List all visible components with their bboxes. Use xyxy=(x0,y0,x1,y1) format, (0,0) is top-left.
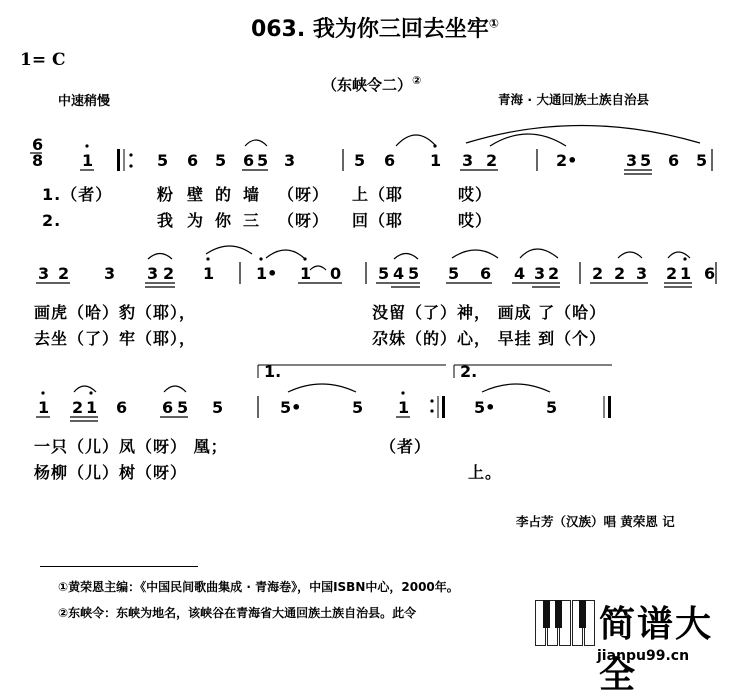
repeat-start-bar xyxy=(117,149,120,171)
slur-arc xyxy=(618,252,642,258)
note: 5 xyxy=(378,264,390,283)
lyric-syllable: 的 xyxy=(215,185,233,204)
lyric-syllable: 粉 xyxy=(157,185,175,204)
note: 5 xyxy=(177,398,189,417)
high-octave-dot xyxy=(89,391,92,394)
note: 5• xyxy=(474,398,496,417)
lyric-syllable: 壁 xyxy=(187,185,205,204)
region-label: 青海 · 大通回族土族自治县 xyxy=(498,92,649,107)
note: 5 xyxy=(157,151,169,170)
note: 5 xyxy=(215,151,227,170)
lyric-line: 上。 xyxy=(468,463,503,482)
lyric-line: 没留（了）神， 画成 了（哈） xyxy=(372,303,607,322)
score-row-1 xyxy=(30,126,712,175)
tempo-marking: 中速稍慢 xyxy=(58,94,111,109)
note: 2 xyxy=(548,264,560,283)
note: 1 xyxy=(86,398,98,417)
lyric-line: 杨柳（儿）树（呀） xyxy=(34,463,188,482)
note: 5 xyxy=(352,398,364,417)
repeat-dot xyxy=(430,399,433,402)
note: 5 xyxy=(640,151,652,170)
tie-arc xyxy=(490,134,566,146)
note: 2 xyxy=(666,264,678,283)
note: 1 xyxy=(680,264,692,283)
lyric-syllable: 哎） xyxy=(458,185,493,204)
note: 4 xyxy=(514,264,526,283)
note: 1 xyxy=(430,151,442,170)
note: 2 xyxy=(486,151,498,170)
note: 2 xyxy=(163,264,175,283)
site-watermark[interactable] xyxy=(535,596,750,696)
note: 2 xyxy=(72,398,84,417)
slur-arc xyxy=(396,135,436,146)
note: 5• xyxy=(280,398,302,417)
note: 6 xyxy=(384,151,396,170)
lyric-line: （者） xyxy=(380,437,432,456)
note: 1 xyxy=(203,264,215,283)
footnote-1: ①黄荣恩主编：《中国民间歌曲集成 · 青海卷》，中国ISBN中心，2000年。 xyxy=(58,580,459,594)
lyric-line: 去坐（了）牢（耶）， xyxy=(34,329,197,348)
final-thick-bar xyxy=(608,396,611,418)
score-row-2 xyxy=(36,246,716,287)
note: 5 xyxy=(408,264,420,283)
high-octave-dot xyxy=(683,257,686,260)
slur-arc xyxy=(266,250,304,258)
note: 2• xyxy=(556,151,578,170)
note: 2 xyxy=(58,264,70,283)
lyric-syllable: 我 xyxy=(157,211,175,230)
note: 5 xyxy=(257,151,269,170)
high-octave-dot xyxy=(303,257,306,260)
slur-arc xyxy=(245,140,267,146)
note: 3 xyxy=(147,264,159,283)
piano-keys-icon xyxy=(535,600,595,646)
lyrics-block xyxy=(34,185,606,482)
note: 5 xyxy=(354,151,366,170)
high-octave-dot xyxy=(41,391,44,394)
glide-arrow xyxy=(310,266,326,270)
note: 6 xyxy=(480,264,492,283)
volta-1-label: 1. xyxy=(264,362,282,381)
tie-arc xyxy=(288,384,356,392)
high-octave-dot xyxy=(433,144,436,147)
footnote-divider xyxy=(40,566,198,567)
slur-arc xyxy=(74,386,96,392)
score-row-3 xyxy=(36,362,612,421)
note: 6 xyxy=(116,398,128,417)
credits-line: 李占芳（汉族）唱 黄荣恩 记 xyxy=(516,514,675,529)
note: 6 xyxy=(704,264,716,283)
slur-arc xyxy=(520,249,558,258)
note: 2 xyxy=(592,264,604,283)
note: 1• xyxy=(256,264,278,283)
note: 1 xyxy=(398,398,410,417)
lyric-syllable: 三 xyxy=(243,211,261,230)
key-signature: 1= C xyxy=(20,50,66,70)
note: 3 xyxy=(636,264,648,283)
note: 5 xyxy=(696,151,708,170)
note: 6 xyxy=(668,151,680,170)
note: 3 xyxy=(462,151,474,170)
title-text: 063. 我为你三回去坐牢 xyxy=(250,17,489,42)
lyric-syllable: （呀） xyxy=(278,185,330,204)
repeat-dot xyxy=(430,409,433,412)
lyric-syllable: 上（耶 xyxy=(352,185,404,204)
note: 6 xyxy=(243,151,255,170)
footnote-2: ②东峡令：东峡为地名，该峡谷在青海省大通回族土族自治县。此令 xyxy=(58,606,417,620)
note: 6 xyxy=(162,398,174,417)
time-signature-top: 6 xyxy=(32,135,44,154)
subtitle-footnote-marker: ② xyxy=(412,74,422,87)
slur-arc xyxy=(452,250,498,258)
note: 3 xyxy=(534,264,546,283)
note: 0 xyxy=(330,264,342,283)
lyric-syllable: 为 xyxy=(187,211,205,230)
slur-arc xyxy=(164,386,186,392)
lyric-syllable: 哎） xyxy=(458,211,493,230)
tie-arc xyxy=(482,384,550,392)
volta-2-label: 2. xyxy=(460,362,478,381)
note: 1 xyxy=(82,151,94,170)
slur-arc xyxy=(668,252,690,258)
note: 1 xyxy=(300,264,312,283)
high-octave-dot xyxy=(259,257,262,260)
watermark-url[interactable]: jianpu99.cn xyxy=(597,648,690,664)
note: 3 xyxy=(38,264,50,283)
watermark-name: 简谱大全 xyxy=(599,604,714,696)
note: 5 xyxy=(448,264,460,283)
note: 3 xyxy=(284,151,296,170)
lyric-syllable: （呀） xyxy=(278,211,330,230)
lyric-syllable: 你 xyxy=(215,211,233,230)
subtitle-text: （东峡令二） xyxy=(322,76,413,94)
time-signature-bottom: 8 xyxy=(32,151,44,170)
lyric-line: 尕妹（的）心， 早挂 到（个） xyxy=(372,329,607,348)
lyric-line: 画虎（哈）豹（耶）， xyxy=(34,303,197,322)
repeat-end-bar xyxy=(442,396,445,418)
lyric-syllable: 墙 xyxy=(243,185,261,204)
lyric-syllable: 回（耶 xyxy=(352,211,404,230)
lyric-verse-2-label: 2. xyxy=(42,211,62,230)
high-octave-dot xyxy=(401,391,404,394)
lyric-line: 一只（儿）凤（呀） 凰； xyxy=(34,437,228,456)
note: 1 xyxy=(38,398,50,417)
lyric-verse-1-label: 1.（者） xyxy=(42,185,113,204)
repeat-dot xyxy=(129,153,132,156)
note: 3 xyxy=(626,151,638,170)
note: 4 xyxy=(393,264,405,283)
high-octave-dot xyxy=(85,144,88,147)
high-octave-dot xyxy=(206,257,209,260)
slur-arc xyxy=(148,254,172,260)
repeat-dot xyxy=(129,164,132,167)
note: 5 xyxy=(212,398,224,417)
tie-arc xyxy=(206,246,252,254)
note: 2 xyxy=(614,264,626,283)
note: 3 xyxy=(104,264,116,283)
title-footnote-marker: ① xyxy=(488,16,500,31)
slur-arc xyxy=(394,254,418,260)
note: 5 xyxy=(546,398,558,417)
note: 6 xyxy=(187,151,199,170)
